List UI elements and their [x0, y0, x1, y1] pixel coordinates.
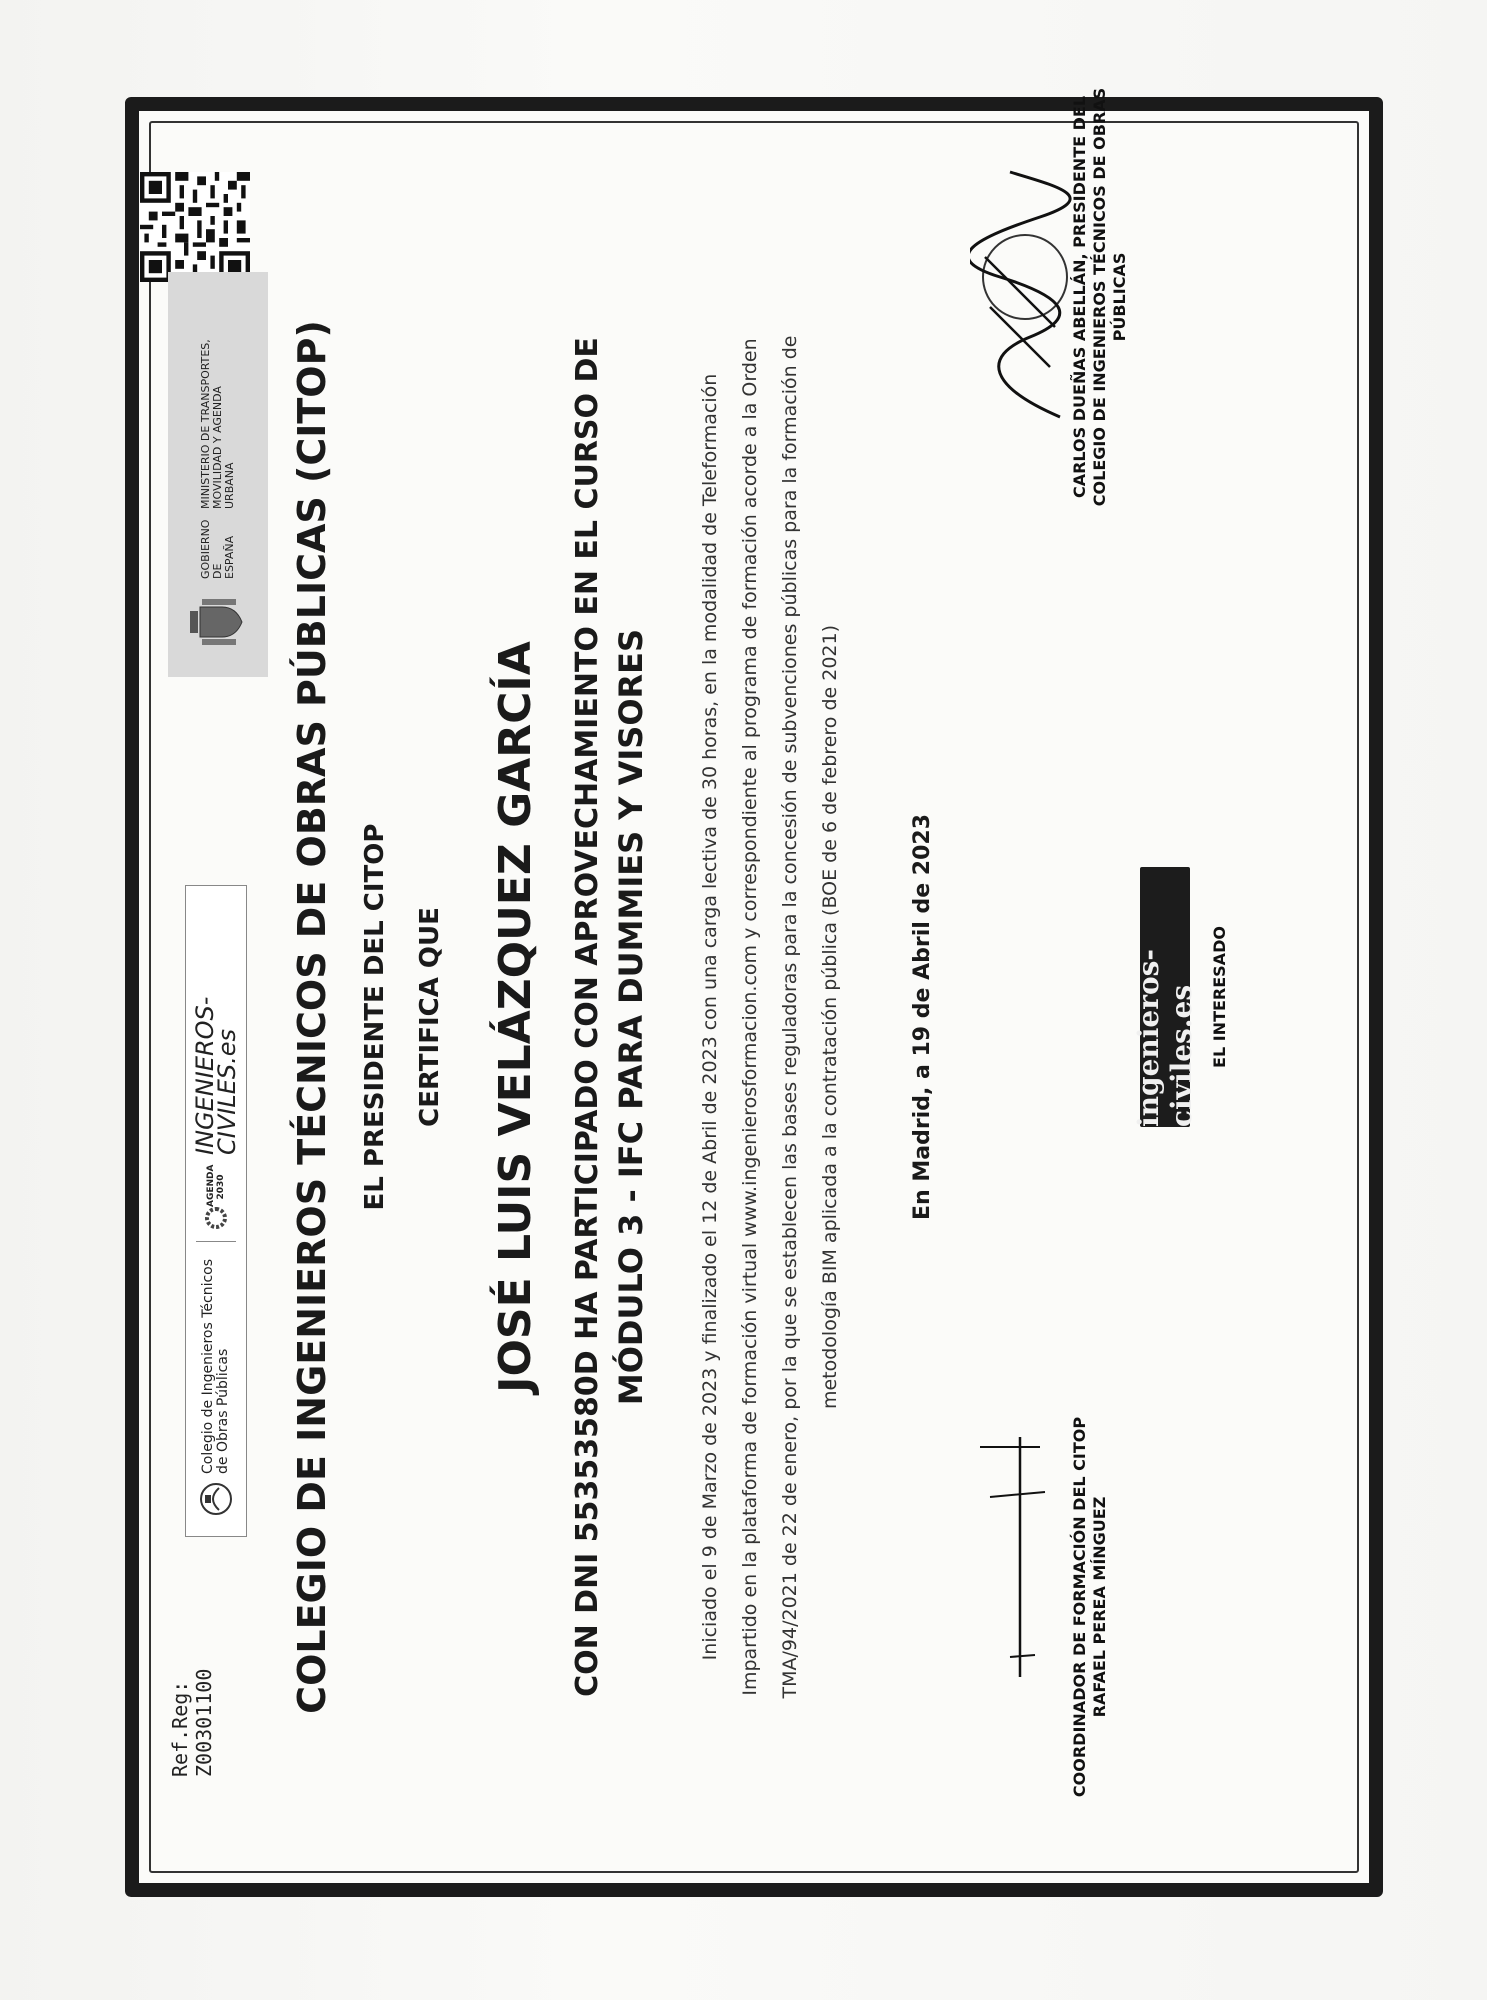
agenda-2030-label: AGENDA 2030 — [206, 1164, 226, 1207]
qr-code-icon — [140, 172, 250, 282]
ministry-label: MINISTERIO DE TRANSPORTES, MOVILIDAD Y AGENDA URBANA — [199, 339, 236, 509]
president-signature-caption: CARLOS DUEÑAS ABELLÁN, PRESIDENTE DEL COLEGIO DE INGENIEROS TÉCNICOS DE OBRAS PÚBLICAS — [1070, 87, 1129, 507]
government-logo — [168, 272, 268, 677]
issue-date: En Madrid, a 19 de Abril de 2023 — [910, 813, 935, 1221]
coat-of-arms-icon — [183, 587, 253, 657]
registration-reference: Ref.Reg: Z00301100 — [168, 1668, 216, 1777]
citop-emblem-icon — [199, 1482, 233, 1516]
brand-banner: ingenieros-civiles.es — [1140, 867, 1190, 1127]
president-line: EL PRESIDENTE DEL CITOP — [360, 823, 390, 1211]
recipient-name: JOSÉ LUIS VELÁZQUEZ GARCÍA — [490, 641, 541, 1393]
interested-party-caption: EL INTERESADO — [1210, 926, 1229, 1068]
citop-logo — [199, 1254, 233, 1516]
certifies-line: CERTIFICA QUE — [415, 907, 445, 1127]
dni-line: CON DNI 55353580D HA PARTICIPADO CON APROVECHAMIENTO EN EL CURSO DE — [570, 337, 605, 1697]
agenda-2030-icon — [205, 1207, 227, 1229]
citop-name: Colegio de Ingenieros Técnicos de Obras Públicas — [200, 1258, 231, 1474]
coordinator-signature — [950, 1427, 1060, 1687]
certificate — [50, 67, 1325, 1967]
ingenieros-civiles-logo: INGENIEROS- CIVILES.es — [191, 996, 241, 1155]
partner-logos — [185, 885, 247, 1537]
president-signature — [970, 167, 1080, 427]
course-details: Iniciado el 9 de Marzo de 2023 y finalizado el 12 de Abril de 2023 con una carga lectiva de 30 horas, en la modalidad de Teleformación Impartido en la plataforma de formación virtual www.ingenierosformacion.com y correspondiente al programa de formación acorde a la Orden TMA/94/2021 de 22 de enero, por la que se establecen las bases reguladoras para la concesión de subvenciones públicas para la formación de metodología BIM aplicada a la contratación pública (BOE de 6 de febrero de 2021) — [699, 335, 841, 1699]
certificate-title: COLEGIO DE INGENIEROS TÉCNICOS DE OBRAS PÚBLICAS (CITOP) — [290, 320, 334, 1714]
course-name: MÓDULO 3 - IFC PARA DUMMIES Y VISORES — [612, 628, 650, 1406]
coordinator-signature-caption: COORDINADOR DE FORMACIÓN DEL CITOP RAFAEL PEREA MÍNGUEZ — [1070, 1416, 1109, 1798]
gov-spain-label: GOBIERNO DE ESPAÑA — [199, 519, 236, 579]
